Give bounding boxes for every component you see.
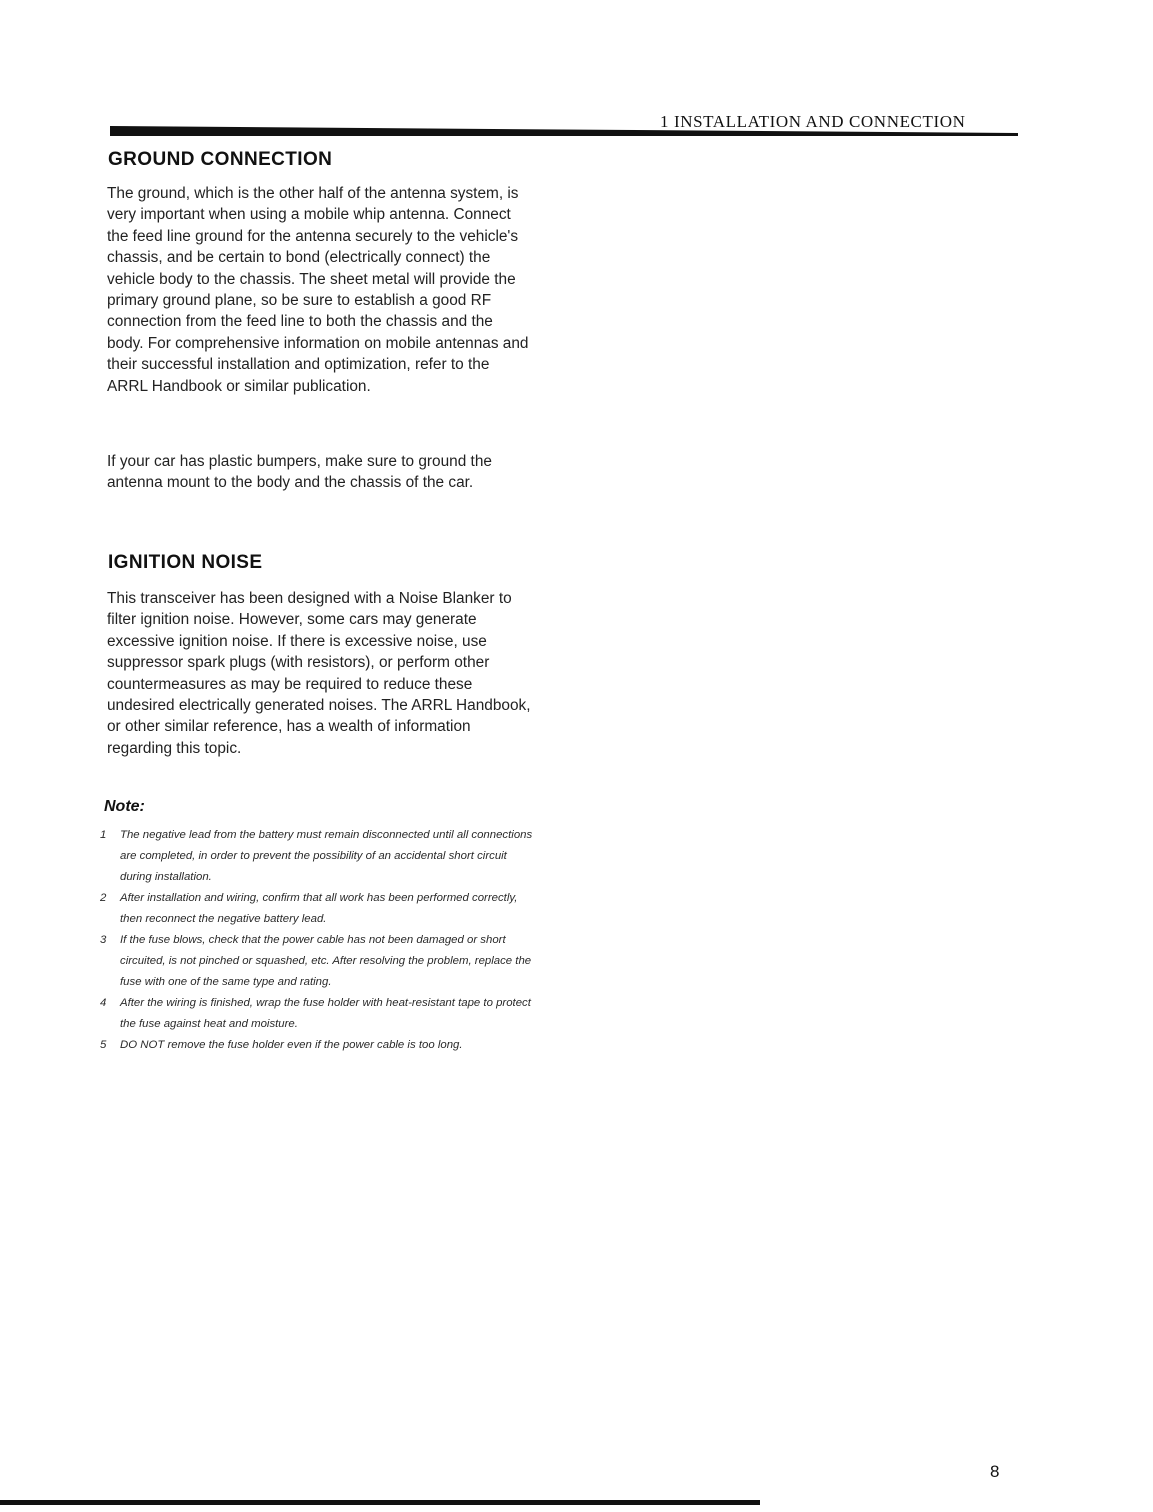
running-header-title: 1 INSTALLATION AND CONNECTION bbox=[660, 112, 966, 131]
page-number: 8 bbox=[990, 1462, 1000, 1481]
note-item bbox=[100, 1035, 540, 1056]
note-item-text: DO NOT remove the fuse holder even if the power cable is too long. bbox=[120, 1039, 463, 1051]
note-item bbox=[100, 930, 540, 993]
note-item-number: 5 bbox=[100, 1039, 107, 1051]
note-item bbox=[100, 888, 540, 930]
note-item-number: 2 bbox=[100, 892, 107, 904]
note-item-text: After installation and wiring, confirm that all work has been performed correctly, then reconnect the negative battery lead. bbox=[120, 892, 518, 925]
note-item-number: 4 bbox=[100, 997, 107, 1009]
ignition-noise-paragraph: This transceiver has been designed with a Noise Blanker to filter ignition noise. However, some cars may generate excessive ignition noise. If there is excessive noise, use suppressor spark plugs (with resistors), or perform other countermeasures as may be required to reduce these undesired electrically generated noises. The ARRL Handbook, or other similar reference, has a wealth of information regarding this topic. bbox=[107, 590, 531, 757]
section-heading-ground-connection: GROUND CONNECTION bbox=[108, 149, 333, 170]
note-label: Note: bbox=[104, 798, 145, 815]
header-rule-thin bbox=[110, 133, 1018, 136]
ground-connection-paragraph-1: The ground, which is the other half of the antenna system, is very important when using a mobile whip antenna. Connect the feed line ground for the antenna securely to the vehicle's chassis, and be certain to bond (electrically connect) the vehicle body to the chassis. The sheet metal will provide the primary ground plane, so be sure to establish a good RF connection from the feed line to both the chassis and the body. For comprehensive information on mobile antennas and their successful installation and optimization, refer to the ARRL Handbook or similar publication. bbox=[107, 185, 529, 395]
note-item-number: 3 bbox=[100, 934, 107, 946]
note-list bbox=[100, 825, 540, 1056]
ground-connection-paragraph-2: If your car has plastic bumpers, make sure to ground the antenna mount to the body and the chassis of the car. bbox=[107, 453, 492, 492]
page-bottom-rule bbox=[0, 1500, 760, 1505]
note-item-number: 1 bbox=[100, 829, 107, 841]
note-item-text: The negative lead from the battery must remain disconnected until all connections are completed, in order to prevent the possibility of an accidental short circuit during installation. bbox=[120, 829, 533, 883]
section-heading-ignition-noise: IGNITION NOISE bbox=[108, 552, 263, 573]
note-item bbox=[100, 993, 540, 1035]
note-item-text: If the fuse blows, check that the power cable has not been damaged or short circuited, is not pinched or squashed, etc. After resolving the problem, replace the fuse with one of the same type and rating. bbox=[120, 934, 532, 988]
note-item-text: After the wiring is finished, wrap the fuse holder with heat-resistant tape to protect the fuse against heat and moisture. bbox=[120, 997, 531, 1030]
note-item bbox=[100, 825, 540, 888]
